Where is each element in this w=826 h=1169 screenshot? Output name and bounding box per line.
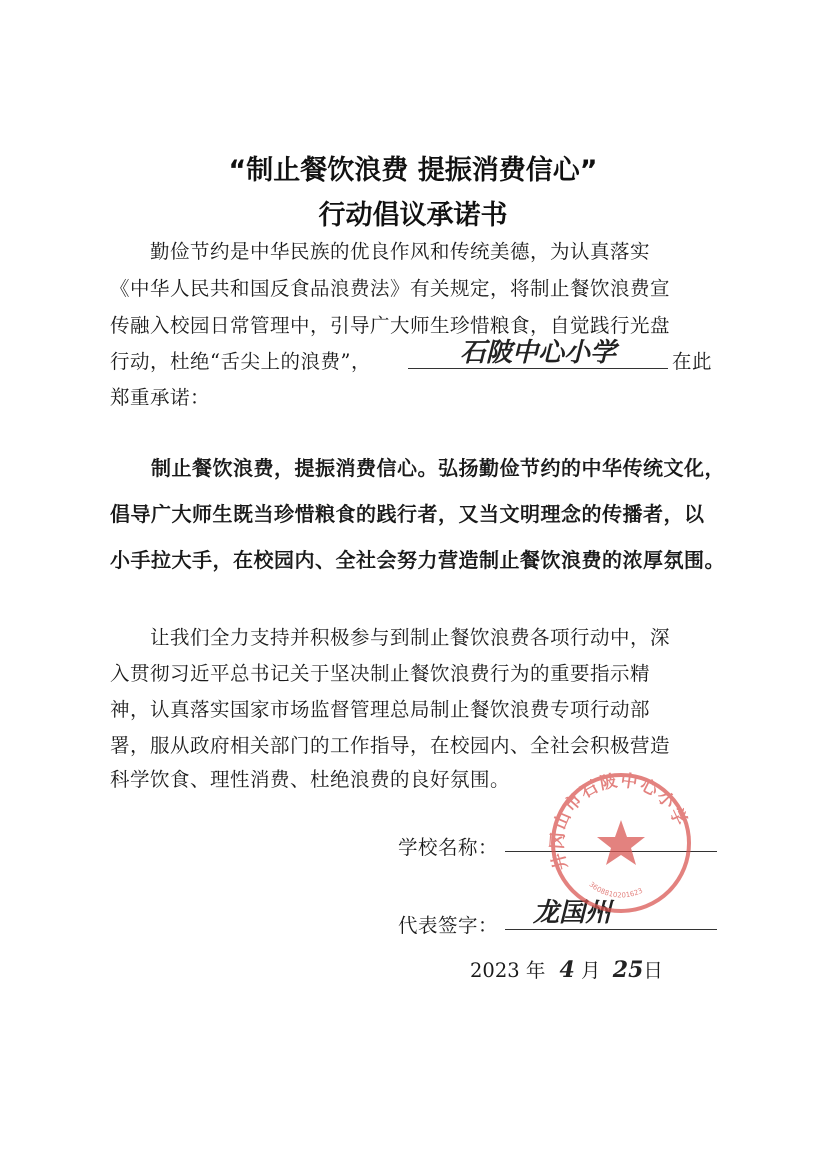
school-name-label: 学校名称： bbox=[398, 836, 499, 859]
para3-line-4: 署，服从政府相关部门的工作指导，在校园内、全社会积极营造 bbox=[110, 734, 671, 757]
school-name-handwritten: 石陂中心小学 bbox=[408, 338, 668, 369]
para1-line-5: 郑重承诺： bbox=[110, 386, 211, 409]
para2-line-3: 小手拉大手，在校园内、全社会努力营造制止餐饮浪费的浓厚氛围。 bbox=[110, 548, 725, 572]
para1-line-4: 行动，杜绝“舌尖上的浪费”， bbox=[110, 350, 371, 373]
para1-line-2: 《中华人民共和国反食品浪费法》有关规定，将制止餐饮浪费宣 bbox=[110, 277, 671, 300]
para1-line-3: 传融入校园日常管理中，引导广大师生珍惜粮食，自觉践行光盘 bbox=[110, 314, 671, 337]
stamp-star-icon bbox=[597, 820, 645, 865]
stamp-code: 3608810201623 bbox=[587, 880, 645, 900]
official-seal-stamp bbox=[546, 768, 696, 918]
svg-text:井冈山市石陂中心小学 bbox=[547, 770, 692, 873]
para2-line-1: 制止餐饮浪费，提振消费信心。弘扬勤俭节约的中华传统文化， bbox=[110, 456, 725, 480]
para3-line-5: 科学饮食、理性消费、杜绝浪费的良好氛围。 bbox=[110, 768, 511, 791]
date-month-suffix: 月 bbox=[581, 959, 601, 982]
para3-line-2: 入贯彻习近平总书记关于坚决制止餐饮浪费行为的重要指示精 bbox=[110, 662, 651, 685]
document-title-1: “制止餐饮浪费 提振消费信心” bbox=[228, 155, 598, 186]
representative-sign-label: 代表签字： bbox=[398, 914, 499, 937]
stamp-text: 井冈山市石陂中心小学 bbox=[547, 770, 692, 873]
svg-text:3608810201623 bbox=[587, 880, 644, 899]
date-day: 25 bbox=[612, 957, 644, 983]
document-title-2: 行动倡议承诺书 bbox=[318, 200, 508, 231]
para1-line-4-end: 在此 bbox=[672, 350, 713, 373]
para3-line-1: 让我们全力支持并积极参与到制止餐饮浪费各项行动中，深 bbox=[110, 626, 671, 649]
para3-line-3: 神，认真落实国家市场监督管理总局制止餐饮浪费专项行动部 bbox=[110, 698, 651, 721]
date bbox=[470, 955, 663, 983]
para1-line-1: 勤俭节约是中华民族的优良作风和传统美德，为认真落实 bbox=[110, 240, 651, 263]
date-month: 4 bbox=[559, 957, 575, 983]
date-day-suffix: 日 bbox=[643, 959, 663, 982]
signature-handwritten: 龙国州 bbox=[505, 896, 717, 930]
date-year: 2023 年 bbox=[470, 959, 546, 982]
para2-line-2: 倡导广大师生既当珍惜粮食的践行者，又当文明理念的传播者，以 bbox=[110, 502, 705, 526]
